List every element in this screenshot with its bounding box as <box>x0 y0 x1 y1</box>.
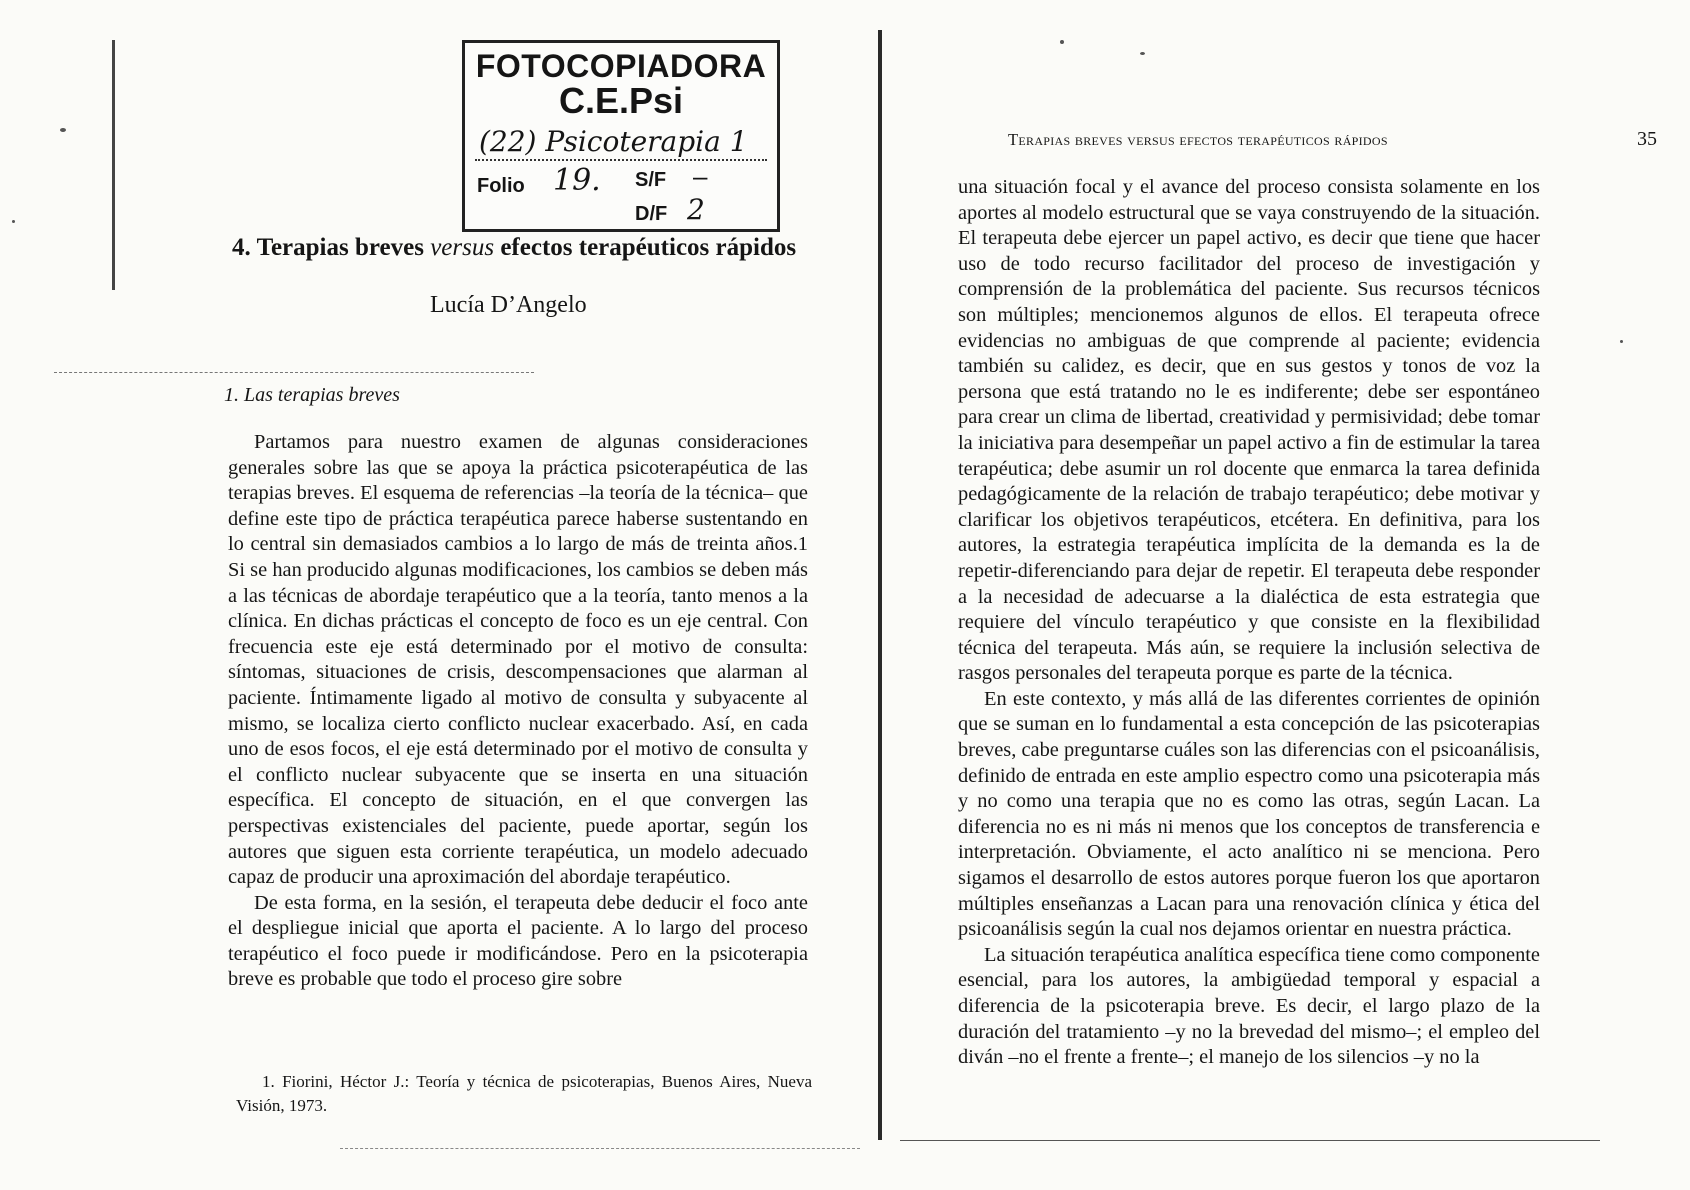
scan-speck <box>1060 40 1064 44</box>
stamp-subtitle: C.E.Psi <box>558 80 684 121</box>
scan-dotted-rule <box>54 372 534 373</box>
footnote: 1. Fiorini, Héctor J.: Teoría y técnica de psicoterapias, Buenos Aires, Nueva Visión, 1973. <box>236 1072 812 1115</box>
chapter-title-versus: versus <box>430 234 495 261</box>
chapter-title <box>232 234 796 262</box>
left-body-text <box>228 430 808 993</box>
scan-speck <box>12 220 15 223</box>
scan-bottom-rule <box>340 1148 860 1149</box>
stamp-sf-value: – <box>693 161 708 191</box>
stamp-sf-label: S/F <box>635 169 667 191</box>
author-name: Lucía D’Angelo <box>430 292 587 318</box>
scan-speck <box>1620 340 1623 343</box>
scan-speck <box>1140 52 1145 55</box>
paragraph: En este contexto, y más allá de las diferentes corrientes de opinión que se suman en lo fundamental a esta concepción de las psicoterapias breves, cabe preguntarse cuáles son las diferencias con el psicoanálisis, definido de entrada en este amplio espectro como una psicoterapia más y no como una terapia que no es como las otras, según Lacan. La diferencia no es ni más ni menos que los conceptos de transferencia e interpretación. Obviamente, el acto analítico ni se menciona. Pero sigamos el desarrollo de estos autores porque fueron los que aportaron múltiples enseñanzas a Lacan para una renovación clínica y ética del psicoanálisis según la cual nos dejamos orientar en nuestra práctica. <box>958 687 1540 941</box>
page-number: 35 <box>1637 128 1657 150</box>
stamp-folio-label: Folio <box>477 175 525 197</box>
stamp-folio-value: 19. <box>553 163 601 198</box>
stamp-df-label: D/F <box>635 203 668 225</box>
photocopy-stamp <box>462 40 780 232</box>
chapter-title-part-a: Terapias breves <box>256 234 424 261</box>
section-heading: 1. Las terapias breves <box>224 384 400 406</box>
paragraph: Partamos para nuestro examen de algunas consideraciones generales sobre las que se apoya la práctica psicoterapéutica de las terapias breves. El esquema de referencias –la teoría de la técnica– que define este tipo de práctica terapéutica parece haberse sustentando en lo central sin demasiados cambios a lo largo de más de treinta años.1 Si se han producido algunas modificaciones, los cambios se deben más a las técnicas de abordaje terapéutico que a la teoría, tanto menos a la clínica. En dichas prácticas el concepto de foco es un eje central. Con frecuencia este eje está determinado por el motivo de consulta: síntomas, situaciones de crisis, descompensaciones que alarman al paciente. Íntimamente ligado al motivo de consulta y subyacente al mismo, se localiza cierto conflicto nuclear exacerbado. Así, en cada uno de esos focos, el eje está determinado por el motivo de consulta y el conflicto nuclear subyacente que se inserta en una situación específica. El concepto de situación, en el que convergen las perspectivas existenciales del paciente, puede aportar, según los autores que siguen esta corriente terapéutica, un modelo adecuado capaz de producir una aproximación del abordaje terapéutico. <box>228 431 808 889</box>
scan-bottom-rule <box>900 1140 1600 1141</box>
chapter-title-part-b: efectos terapéuticos rápidos <box>500 234 797 261</box>
paragraph: una situación focal y el avance del proceso consista solamente en los aportes al modelo estructural que se vaya construyendo de la situación. El terapeuta debe ejercer un papel activo, es decir que tiene que hacer uso de todo recurso facilitador del proceso de investigación y comprensión de la problemática del paciente. Sus recursos técnicos son múltiples; mencionemos algunos de ellos. El terapeuta ofrece evidencias no ambiguas de que comprende al paciente; evidencia también su calidez, es decir, que en sus gestos y tonos de voz la persona que está tratando no le es indiferente; debe ser espontáneo para crear un clima de libertad, creatividad y permisividad; debe tomar la iniciativa para desempeñar un papel activo a fin de estimular la tarea terapéutica; debe asumir un rol docente que enmarca la tarea definida pedagógicamente de la relación de trabajo terapéutico; debe motivar y clarificar los objetivos terapéuticos, etcétera. En definitiva, para los autores, la estrategia terapéutica implícita de la demanda es la de repetir-diferenciando para dejar de repetir. El terapeuta debe responder a la necesidad de adecuarse a la dialéctica de esta estrategia que requiere del vínculo terapéutico y que consiste en la flexibilidad técnica del terapeuta. Más aún, se requiere la inclusión selectiva de rasgos personales del terapeuta porque es parte de la técnica. <box>958 176 1540 685</box>
stamp-title: FOTOCOPIADORA <box>475 48 767 84</box>
scan-edge-line <box>112 40 115 290</box>
scan-speck <box>60 128 66 132</box>
stamp-df-value: 2 <box>687 193 705 226</box>
chapter-number: 4. <box>232 234 251 261</box>
running-head: Terapias breves versus efectos terapéuticos rápidos <box>1008 130 1388 149</box>
right-page <box>880 0 1690 1190</box>
paragraph: De esta forma, en la sesión, el terapeuta debe deducir el foco ante el despliegue inicial que aporta el paciente. A lo largo del proceso terapéutico el foco puede ir modificándose. Pero en la psicoterapia breve es probable que todo el proceso gire sobre <box>228 891 808 991</box>
stamp-divider <box>475 159 767 161</box>
right-body-text <box>958 175 1540 1071</box>
paragraph: La situación terapéutica analítica específica tiene como componente esencial, para los autores, la ambigüedad temporal y espacial a diferencia de la psicoterapia breve. Es decir, el largo plazo de la duración del tratamiento –y no la brevedad del mismo–; el empleo del diván –no el frente a frente–; el manejo de los silencios –y no la <box>958 943 1540 1069</box>
stamp-handwritten-label: (22) Psicoterapia 1 <box>479 125 748 158</box>
